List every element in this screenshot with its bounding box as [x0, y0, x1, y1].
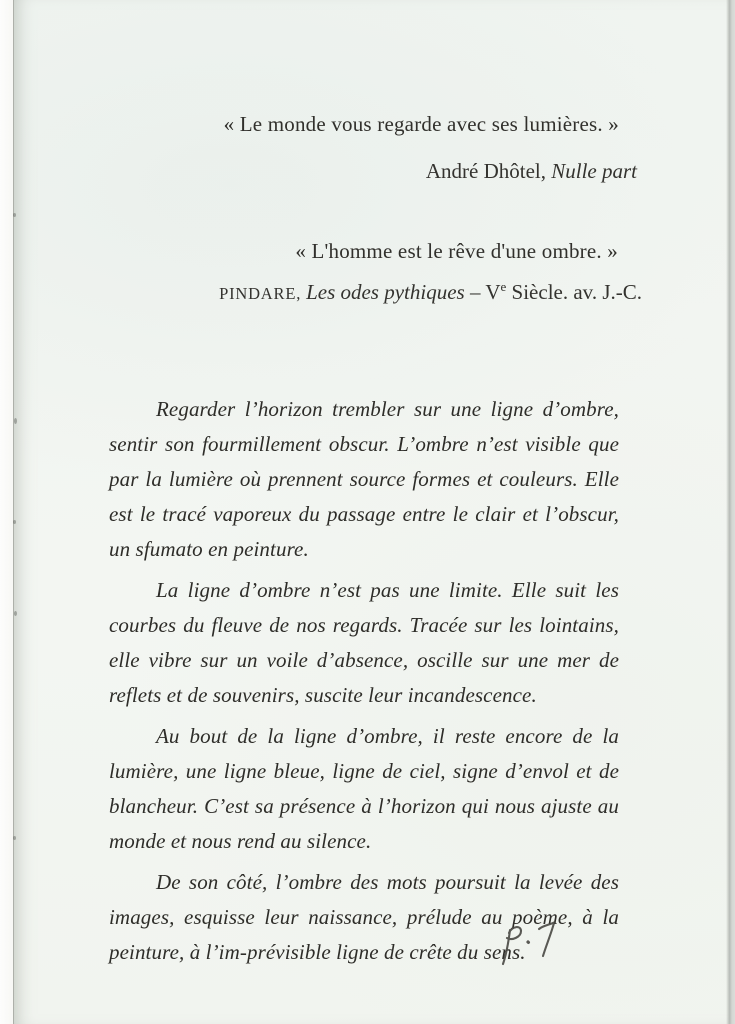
paragraph-2: La ligne d’ombre n’est pas une limite. Elle suit les courbes du fleuve de nos regards. Tracée sur les lointains, elle vibre sur un voile d’absence, oscille sur une mer de reflets et de souvenirs, suscite leur incandescence.: [109, 578, 619, 707]
epigraph-work-1: Nulle part: [551, 159, 637, 183]
paper-edge-speck: [14, 418, 17, 424]
body-text-block: [109, 392, 619, 976]
epigraph-work-2: Les odes pythiques: [306, 280, 465, 304]
epigraph-author-1: André Dhôtel,: [425, 159, 552, 183]
paper-edge-speck: [14, 611, 17, 616]
epigraph-attribution-1: [426, 159, 637, 184]
epigraph-author-2: PINDARE,: [219, 284, 307, 303]
handwriting-seven-leg: [543, 923, 554, 956]
epigraph-quote-2: « L'homme est le rêve d'une ombre. »: [295, 239, 618, 263]
paper-edge-speck: [13, 836, 16, 840]
epigraph-attribution-2: [219, 280, 642, 305]
epigraph-separator-2: – V: [464, 280, 501, 304]
handwritten-page-number: [493, 916, 565, 978]
epigraph-quote-1: « Le monde vous regarde avec ses lumières. »: [223, 112, 619, 136]
epigraph-century-superscript: e: [500, 279, 507, 294]
paper-edge-right: [726, 0, 735, 1024]
scanner-background-left: [0, 0, 14, 1024]
paragraph-4: De son côté, l’ombre des mots poursuit la levée des images, esquisse leur naissance, prélude au poème, à la peinture, à l’im-prévisible ligne de crête du sens.: [109, 870, 619, 964]
paper-edge-speck: [13, 520, 16, 524]
paper-edge-speck: [13, 213, 16, 217]
handwriting-p-stem: [503, 930, 510, 964]
epigraph-tail-2: Siècle. av. J.-C.: [506, 280, 642, 304]
paragraph-3: Au bout de la ligne d’ombre, il reste encore de la lumière, une ligne bleue, ligne de ciel, signe d’envol et de blancheur. C’est sa présence à l’horizon qui nous ajuste au monde et nous rend au silence.: [109, 724, 619, 853]
book-page-paper: [13, 0, 735, 1024]
paragraph-1: Regarder l’horizon trembler sur une ligne d’ombre, sentir son fourmillement obscur. L’ombre n’est visible que par la lumière où prennent source formes et couleurs. Elle est le tracé vaporeux du passage entre le clair et l’obscur, un sfumato en peinture.: [109, 397, 619, 561]
